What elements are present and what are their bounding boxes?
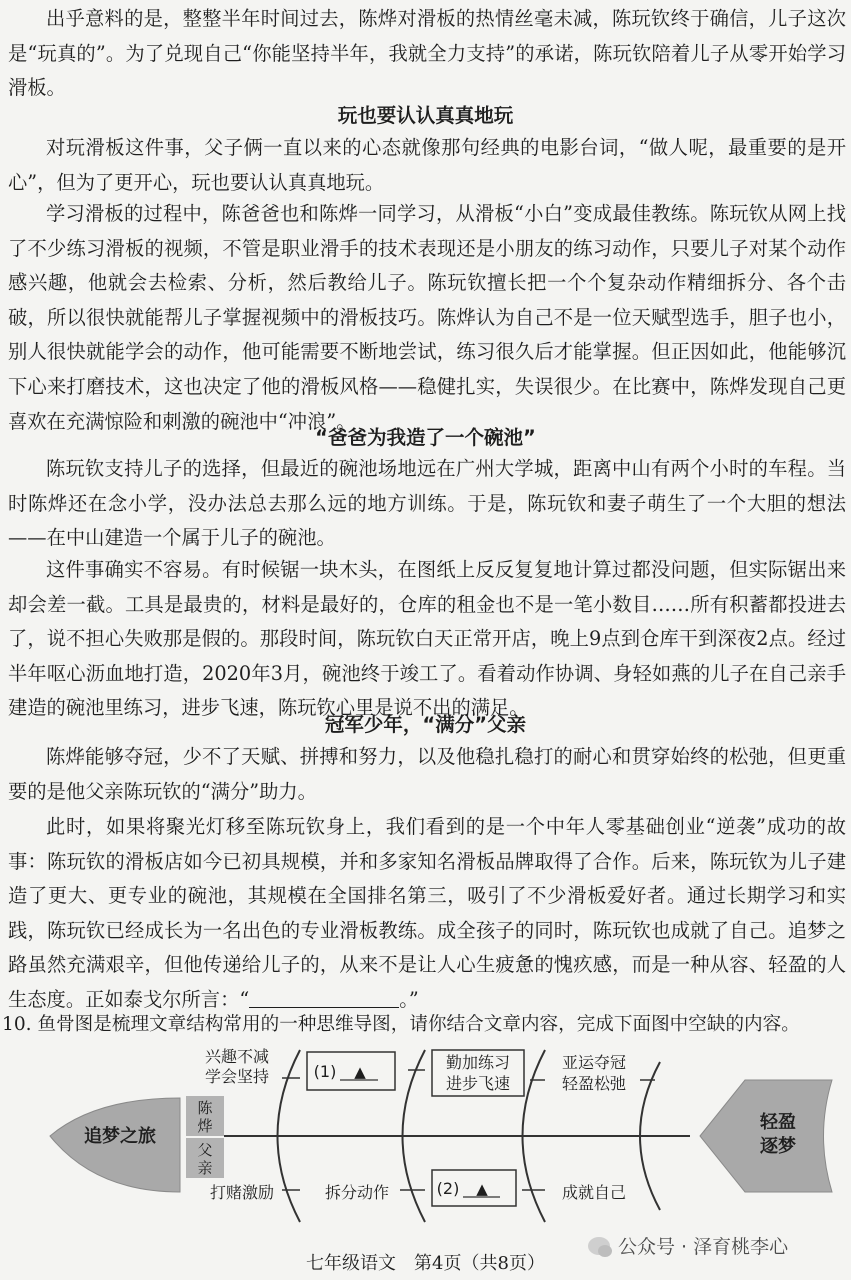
blank-1-mark: ▲ [354, 1063, 366, 1081]
paragraph-4: 陈玩钦支持儿子的选择，但最近的碗池场地远在广州大学城，距离中山有两个小时的车程。当时陈烨还在念小学，没办法总去那么远的地方训练。于是，陈玩钦和妻子萌生了一个大胆的想法——在中山建造一个属于儿子的碗池。 [8, 457, 846, 550]
top3-line2: 进步飞速 [445, 1074, 511, 1093]
father-tab-line1: 父 [197, 1141, 213, 1159]
blank-2-mark: ▲ [476, 1180, 488, 1198]
paragraph-2: 对玩滑板这件事，父子俩一直以来的心态就像那句经典的电影台词，“做人呢，最重要的是开心”，但为了更开心，玩也要认认真真地玩。 [8, 136, 846, 194]
bottom2-label: 拆分动作 [324, 1183, 390, 1202]
fishbone-diagram [0, 1040, 851, 1240]
fish-tail-line1: 轻盈 [760, 1112, 796, 1133]
top1-line1: 兴趣不减 [204, 1047, 270, 1066]
section-heading-2: “爸爸为我造了一个碗池” [315, 426, 536, 449]
paragraph-7-end: 。” [399, 987, 419, 1011]
top1-line2: 学会坚持 [204, 1067, 270, 1086]
bottom4-label: 成就自己 [561, 1183, 627, 1202]
paragraph-7 [8, 810, 846, 1018]
fish-tail-line2: 逐梦 [760, 1136, 796, 1157]
paragraph-3: 学习滑板的过程中，陈爸爸也和陈烨一同学习，从滑板“小白”变成最佳教练。陈玩钦从网上找了不少练习滑板的视频，不管是职业滑手的技术表现还是小朋友的练习动作，只要儿子对某个动作感兴趣，他就会去检索、分析，然后教给儿子。陈玩钦擅长把一个个复杂动作精细拆分、各个击破，所以很快就能帮儿子掌握视频中的滑板技巧。陈烨认为自己不是一位天赋型选手，胆子也小，别人很快就能学会的动作，他可能需要不断地尝试，练习很久后才能掌握。但正因如此，他能够沉下心来打磨技术，这也决定了他的滑板风格——稳健扎实，失误很少。在比赛中，陈烨发现自己更喜欢在充满惊险和刺激的碗池中“冲浪”。 [8, 202, 846, 433]
son-tab-line2: 烨 [197, 1117, 213, 1135]
top4-line1: 亚运夺冠 [561, 1053, 627, 1072]
section-heading-3: 冠军少年，“满分”父亲 [324, 713, 527, 736]
fish-head-label: 追梦之旅 [84, 1126, 156, 1147]
paragraph-6: 陈烨能够夺冠，少不了天赋、拼搏和努力，以及他稳扎稳打的耐心和贯穿始终的松弛，但更重要的是他父亲陈玩钦的“满分”助力。 [8, 745, 846, 803]
watermark-text: 公众号 · 泽育桃李心 [618, 1236, 789, 1258]
paragraph-1: 出乎意料的是，整整半年时间过去，陈烨对滑板的热情丝毫未减，陈玩钦终于确信，儿子这次是“玩真的”。为了兑现自己“你能坚持半年，我就全力支持”的承诺，陈玩钦陪着儿子从零开始学习滑板。 [8, 7, 846, 100]
father-tab-line2: 亲 [197, 1159, 213, 1177]
blank-1-label: (1) [313, 1062, 337, 1081]
section-heading-1: 玩也要认认真真地玩 [337, 104, 514, 127]
paragraph-7-text: 此时，如果将聚光灯移至陈玩钦身上，我们看到的是一个中年人零基础创业“逆袭”成功的故事：陈玩钦的滑板店如今已初具规模，并和多家知名滑板品牌取得了合作。后来，陈玩钦为儿子建造了更大、更专业的碗池，其规模在全国排名第三，吸引了不少滑板爱好者。通过长期学习和实践，陈玩钦已经成长为一名出色的专业滑板教练。成全孩子的同时，陈玩钦也成就了自己。追梦之路虽然充满艰辛，但他传递给儿子的，从来不是让人心生疲惫的愧疚感，而是一种从容、轻盈的人生态度。正如泰戈尔所言：“ [8, 815, 846, 1011]
top3-line1: 勤加练习 [445, 1053, 511, 1072]
blank-2-label: (2) [436, 1179, 460, 1198]
bottom1-label: 打赌激励 [209, 1183, 275, 1202]
question-10: 10. 鱼骨图是梳理文章结构常用的一种思维导图，请你结合文章内容，完成下面图中空缺的内容。 [2, 1014, 800, 1035]
top4-line2: 轻盈松弛 [561, 1074, 627, 1093]
son-tab-line1: 陈 [197, 1099, 213, 1117]
quote-blank[interactable] [249, 987, 399, 1008]
paragraph-5: 这件事确实不容易。有时候锯一块木头，在图纸上反反复复地计算过都没问题，但实际锯出来却会差一截。工具是最贵的，材料是最好的，仓库的租金也不是一笔小数目……所有积蓄都投进去了，说不担心失败那是假的。那段时间，陈玩钦白天正常开店，晚上9点到仓库干到深夜2点。经过半年呕心沥血地打造，2020年3月，碗池终于竣工了。看着动作协调、身轻如燕的儿子在自己亲手建造的碗池里练习，进步飞速，陈玩钦心里是说不出的满足。 [8, 558, 846, 720]
page-footer: 七年级语文 第4页（共8页） [306, 1253, 545, 1274]
